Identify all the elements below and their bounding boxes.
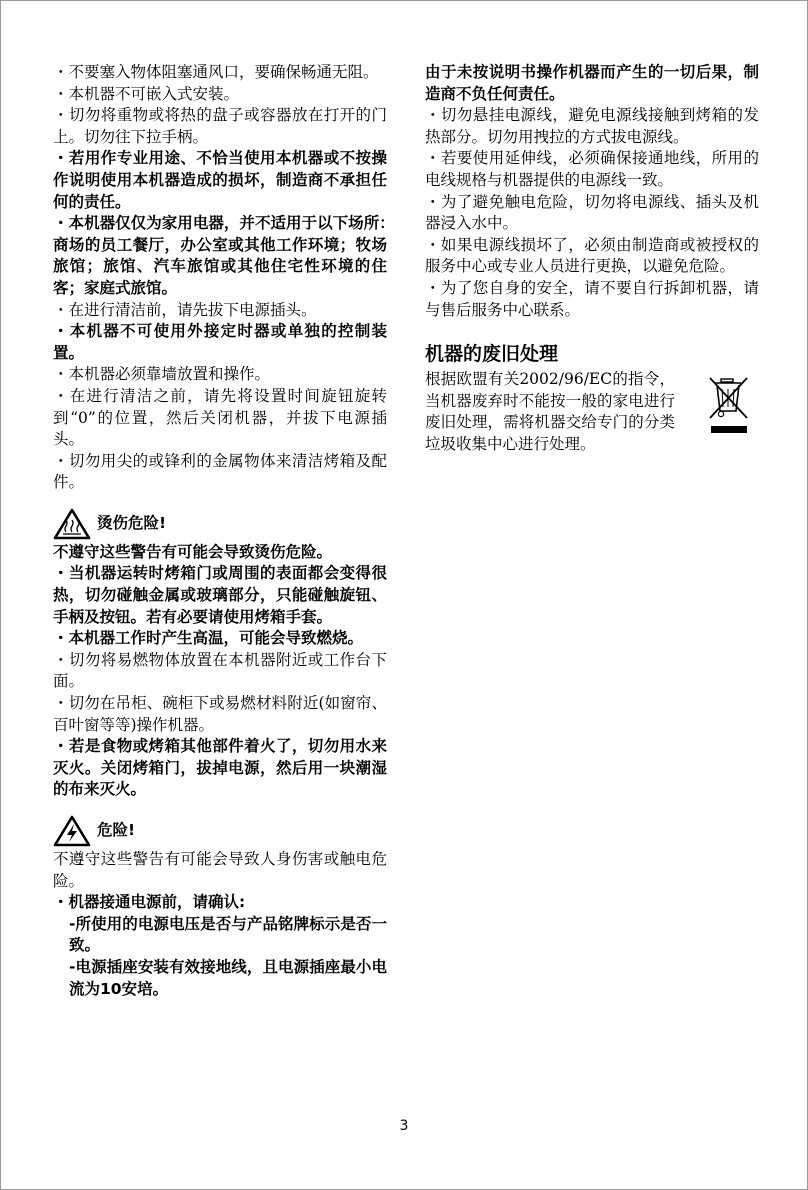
- electric-shock-warning-icon: [53, 815, 91, 847]
- disposal-section: [425, 369, 759, 455]
- danger-check-item: -电源插座安装有效接地线，且电源插座最小电流为10安培。: [69, 957, 387, 998]
- hot-surface-warning-icon: [53, 508, 91, 540]
- danger-warning-title: 危险!: [97, 821, 136, 840]
- left-column: [53, 62, 403, 1000]
- safety-paragraph: ・为了您自身的安全，请不要自行拆卸机器，请与售后服务中心联系。: [425, 278, 759, 319]
- danger-check-item: -所使用的电源电压是否与产品铭牌标示是否一致。: [69, 914, 387, 955]
- safety-paragraph: ・若用作专业用途、不恰当使用本机器或不按操作说明使用本机器造成的损坏，制造商不承担任何的责任。: [53, 149, 387, 211]
- safety-paragraph: ・本机器仅仅为家用电器，并不适用于以下场所： 商场的员工餐厅，办公室或其他工作环境；牧场旅馆；旅馆、汽车旅馆或其他住宅性环境的住客；家庭式旅馆。: [53, 214, 403, 297]
- burn-warning-title: 烫伤危险!: [97, 514, 167, 533]
- warning-paragraph: 不遵守这些警告有可能会导致烫伤危险。: [53, 542, 333, 561]
- safety-paragraph: ・切勿将重物或将热的盘子或容器放在打开的门上。切勿往下拉手柄。: [53, 106, 387, 146]
- danger-check-title: ・机器接通电源前，请确认:: [53, 893, 246, 912]
- warning-paragraph: ・切勿在吊柜、碗柜下或易燃材料附近(如窗帘、百叶窗等等)操作机器。: [53, 694, 387, 734]
- safety-paragraph: ・若要使用延伸线，必须确保接通地线，所用的电线规格与机器提供的电源线一致。: [425, 149, 759, 189]
- right-column: [425, 62, 759, 456]
- safety-paragraph: ・切勿悬挂电源线，避免电源线接触到烤箱的发热部分。切勿用拽拉的方式拔电源线。: [425, 106, 759, 146]
- crossed-out-wheelie-bin-icon: [707, 375, 751, 437]
- safety-paragraph: ・本机器必须靠墙放置和操作。: [53, 365, 271, 384]
- disposal-section-title: 机器的废旧处理: [425, 343, 559, 366]
- page-number: 3: [399, 1118, 409, 1134]
- safety-paragraph: ・在进行清洁前，请先拔下电源插头。: [53, 300, 317, 319]
- safety-paragraph: ・如果电源线损坏了，必须由制造商或被授权的服务中心或专业人员进行更换，以避免危险。: [425, 235, 759, 276]
- warning-paragraph: ・当机器运转时烤箱门或周围的表面都会变得很热，切勿碰触金属或玻璃部分，只能碰触旋钮、手柄及按钮。若有必要请使用烤箱手套。: [53, 564, 387, 626]
- warning-paragraph: ・本机器工作时产生高温，可能会导致燃烧。: [53, 629, 364, 648]
- safety-paragraph: ・本机器不可使用外接定时器或单独的控制装置。: [53, 322, 387, 362]
- safety-paragraph: ・在进行清洁之前，请先将设置时间旋钮旋转到“0”的位置，然后关闭机器，并拔下电源插头。: [53, 386, 387, 449]
- warning-paragraph: ・若是食物或烤箱其他部件着火了，切勿用水来灭火。关闭烤箱门，拔掉电源，然后用一块潮湿的布来灭火。: [53, 737, 387, 799]
- safety-paragraph: ・本机器不可嵌入式安装。: [53, 84, 240, 103]
- safety-paragraph: 由于未按说明书操作机器而产生的一切后果，制造商不负任何责任。: [425, 63, 759, 103]
- burn-warning-heading: [53, 508, 387, 540]
- warning-paragraph: ・切勿将易燃物体放置在本机器附近或工作台下面。: [53, 650, 387, 691]
- disposal-text: 根据欧盟有关2002/96/EC的指令，当机器废弃时不能按一般的家电进行废旧处理，需将机器交给专门的分类垃圾收集中心进行处理。: [425, 370, 675, 453]
- safety-paragraph: ・为了避免触电危险，切勿将电源线、插头及机器浸入水中。: [425, 192, 759, 233]
- danger-intro: 不遵守这些警告有可能会导致人身伤害或触电危险。: [53, 850, 387, 890]
- danger-warning-heading: [53, 815, 387, 847]
- safety-paragraph: ・不要塞入物体阻塞通风口，要确保畅通无阻。: [53, 63, 379, 81]
- safety-paragraph: ・切勿用尖的或锋利的金属物体来清洁烤箱及配件。: [53, 451, 387, 492]
